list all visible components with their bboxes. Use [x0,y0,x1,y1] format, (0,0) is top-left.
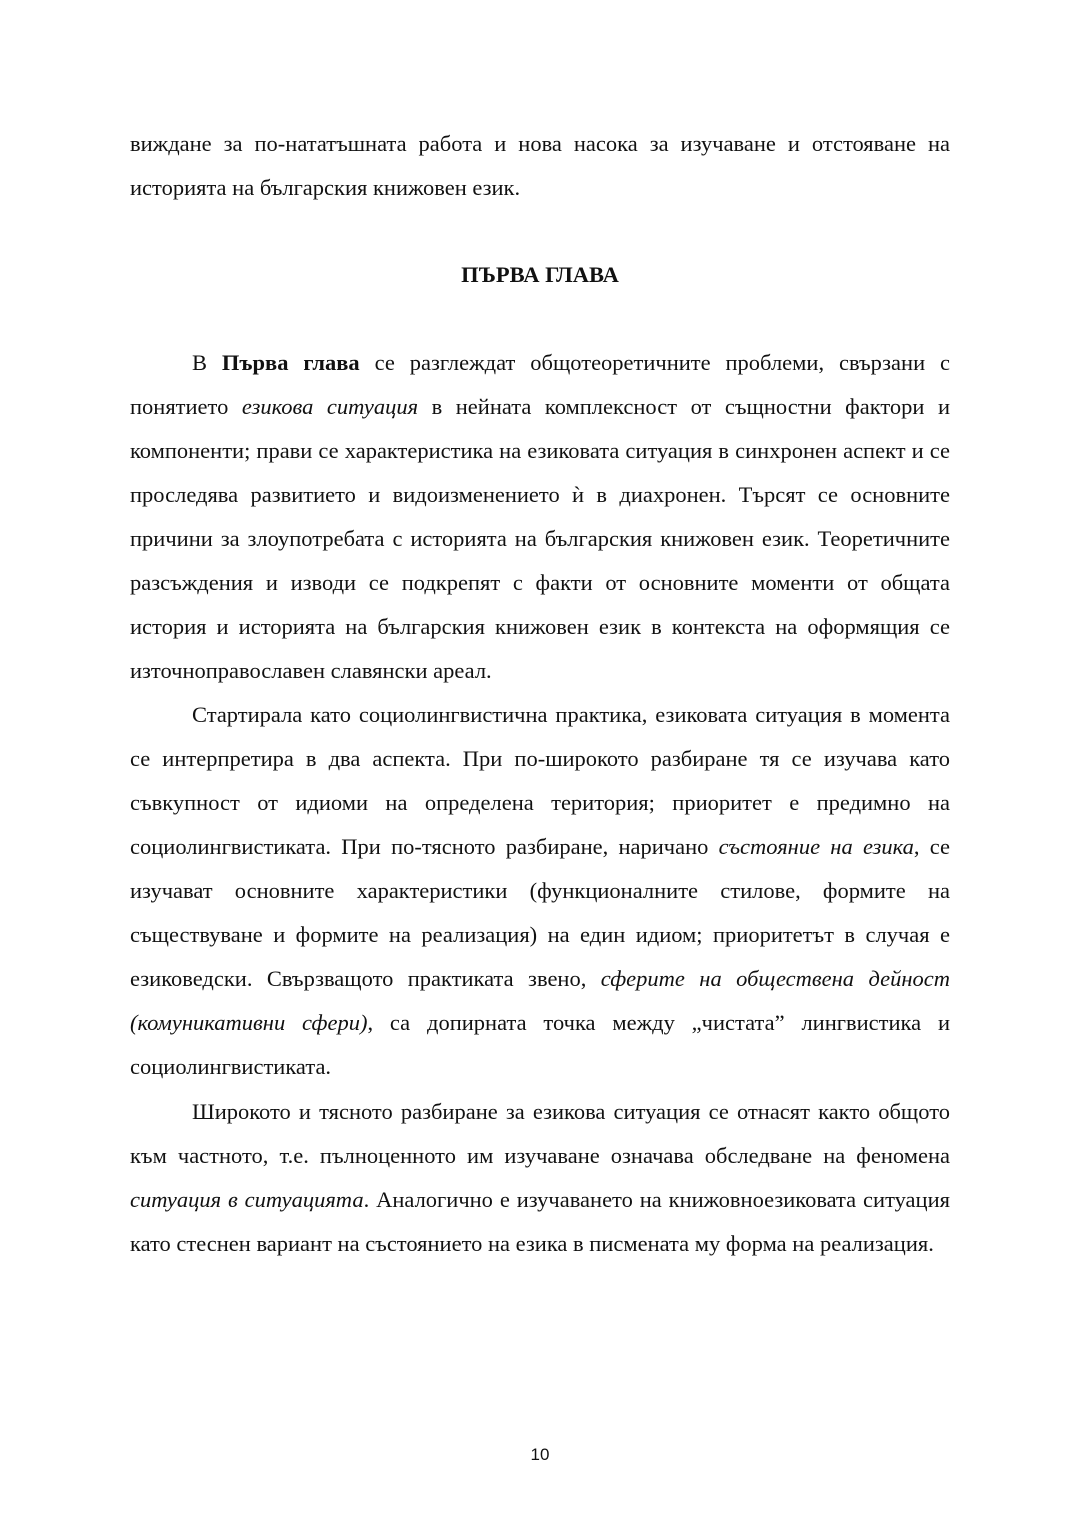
paragraph-3-text-a: Широкото и тясното разбиране за езикова ситуация се отнасят както общото към частното, т.е. пълноценното им изучаване означава обследване на феномена [130,1099,950,1168]
paragraph-1-text-c: в нейната комплексност от същностни фактори и компоненти; прави се характеристика на езиковата ситуация в синхронен аспект и се проследява развитието и видоизменението ѝ в диахронен. Търсят се основните причини за злоупотребата с историята на българския книжовен език. Теоретичните разсъждения и изводи се подкрепят с факти от основните моменти от общата история и историята на българския книжовен език в контекста на оформящия се източноправославен славянски ареал. [130,394,951,683]
page-number: 10 [530,1445,550,1464]
paragraph-3 [130,1090,950,1266]
intro-text: виждане за по-нататъшната работа и нова насока за изучаване и отстояване на историята на българския книжовен език. [130,131,950,200]
paragraph-2-italic-term-2: сферите на обществена дейност (комуникативни сфери) [130,966,950,1035]
paragraph-2-text-b: , се изучават основните характеристики (функционалните стилове, формите на съществуване и формите на реализация) на един идиом; приоритетът в случая е езиковедски. Свързващото практиката звено, [130,834,951,991]
paragraph-1-italic-term: езикова ситуация [241,394,419,419]
paragraph-1-bold-term: Първа глава [221,350,360,375]
paragraph-3-italic-term: ситуация в ситуацията [130,1187,364,1212]
paragraph-1-text-b: се разглеждат общотеоретичните проблеми, свързани с понятието [130,350,950,419]
paragraph-2-text-a: Стартирала като социолингвистична практика, езиковата ситуация в момента се интерпретира в два аспекта. При по-широкото разбиране тя се изучава като съвкупност от идиоми на определена територия; приоритет е предимно на социолингвистиката. При по-тясното разбиране, наричано [130,702,950,859]
paragraph-2-text-c: , са допирната точка между „чистата” лингвистика и социолингвистиката. [130,1010,950,1079]
chapter-body [130,341,950,1266]
paragraph-2 [130,693,950,1089]
intro-paragraph [130,122,950,210]
paragraph-3-text-b: . Аналогично е изучаването на книжовноезиковата ситуация като стеснен вариант на състоянието на езика в писмената му форма на реализация. [130,1187,950,1256]
paragraph-1-text-a: В [192,350,222,375]
paragraph-1 [130,341,950,693]
paragraph-2-italic-term-1: състояние на езика [718,834,914,859]
chapter-heading: ПЪРВА ГЛАВА [461,262,619,287]
